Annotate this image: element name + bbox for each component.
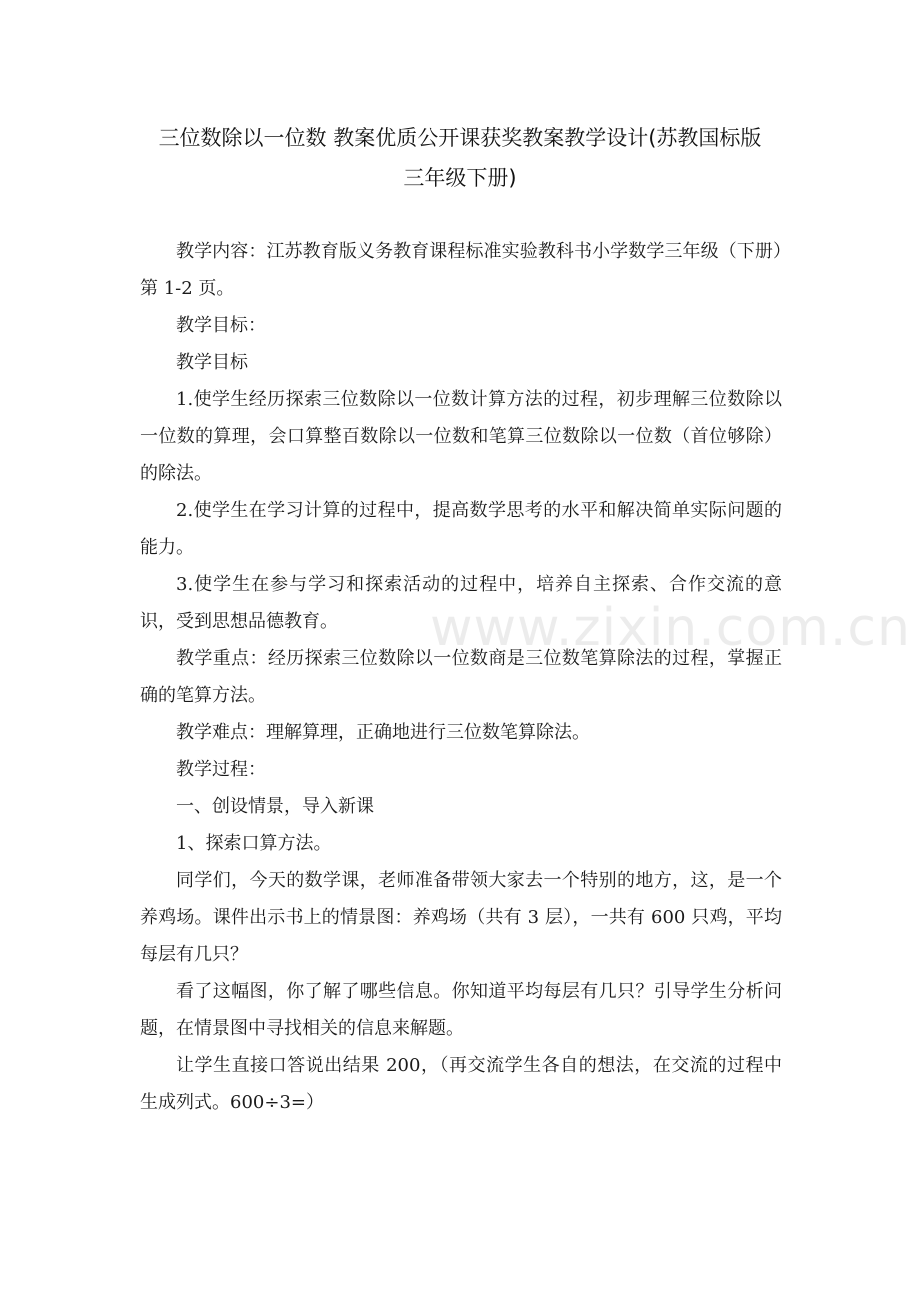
paragraph-key-point: 教学重点：经历探索三位数除以一位数商是三位数笔算除法的过程，掌握正确的笔算方法。 bbox=[140, 648, 782, 706]
paragraph-difficulty: 教学难点：理解算理，正确地进行三位数笔算除法。 bbox=[176, 722, 590, 743]
paragraph-goal-1: 1.使学生经历探索三位数除以一位数计算方法的过程，初步理解三位数除以一位数的算理，会口算整百数除以一位数和笔算三位数除以一位数（首位够除）的除法。 bbox=[140, 389, 782, 484]
watermark: www.zixin.com.cn bbox=[430, 598, 911, 658]
paragraph-teaching-content: 教学内容：江苏教育版义务教育课程标准实验教科书小学数学三年级（下册）第 1-2 页。 bbox=[140, 241, 782, 299]
paragraph-goal-2: 2.使学生在学习计算的过程中，提高数学思考的水平和解决简单实际问题的能力。 bbox=[140, 500, 782, 558]
document-body bbox=[140, 233, 782, 1121]
title-line-1: 三位数除以一位数 教案优质公开课获奖教案教学设计(苏教国标版 bbox=[158, 126, 762, 150]
paragraph-step-1: 1、探索口算方法。 bbox=[176, 833, 332, 854]
paragraph-answer: 让学生直接口答说出结果 200，（再交流学生各自的想法，在交流的过程中生成列式。600÷3=） bbox=[140, 1055, 782, 1113]
paragraph-goal-3: 3.使学生在参与学习和探索活动的过程中，培养自主探索、合作交流的意识，受到思想品德教育。 bbox=[140, 574, 782, 632]
paragraph-scenario: 同学们，今天的数学课，老师准备带领大家去一个特别的地方，这，是一个养鸡场。课件出示书上的情景图：养鸡场（共有 3 层），一共有 600 只鸡，平均每层有几只？ bbox=[140, 870, 782, 965]
title-line-2: 三年级下册) bbox=[403, 166, 517, 190]
paragraph-teaching-goals-heading: 教学目标： bbox=[176, 315, 266, 336]
paragraph-process-heading: 教学过程： bbox=[176, 759, 266, 780]
paragraph-guidance: 看了这幅图，你了解了哪些信息。你知道平均每层有几只？引导学生分析问题，在情景图中寻找相关的信息来解题。 bbox=[140, 981, 782, 1039]
paragraph-teaching-goals-subheading: 教学目标 bbox=[176, 352, 248, 373]
paragraph-section-1-heading: 一、创设情景，导入新课 bbox=[176, 796, 374, 817]
document-title bbox=[120, 118, 800, 198]
